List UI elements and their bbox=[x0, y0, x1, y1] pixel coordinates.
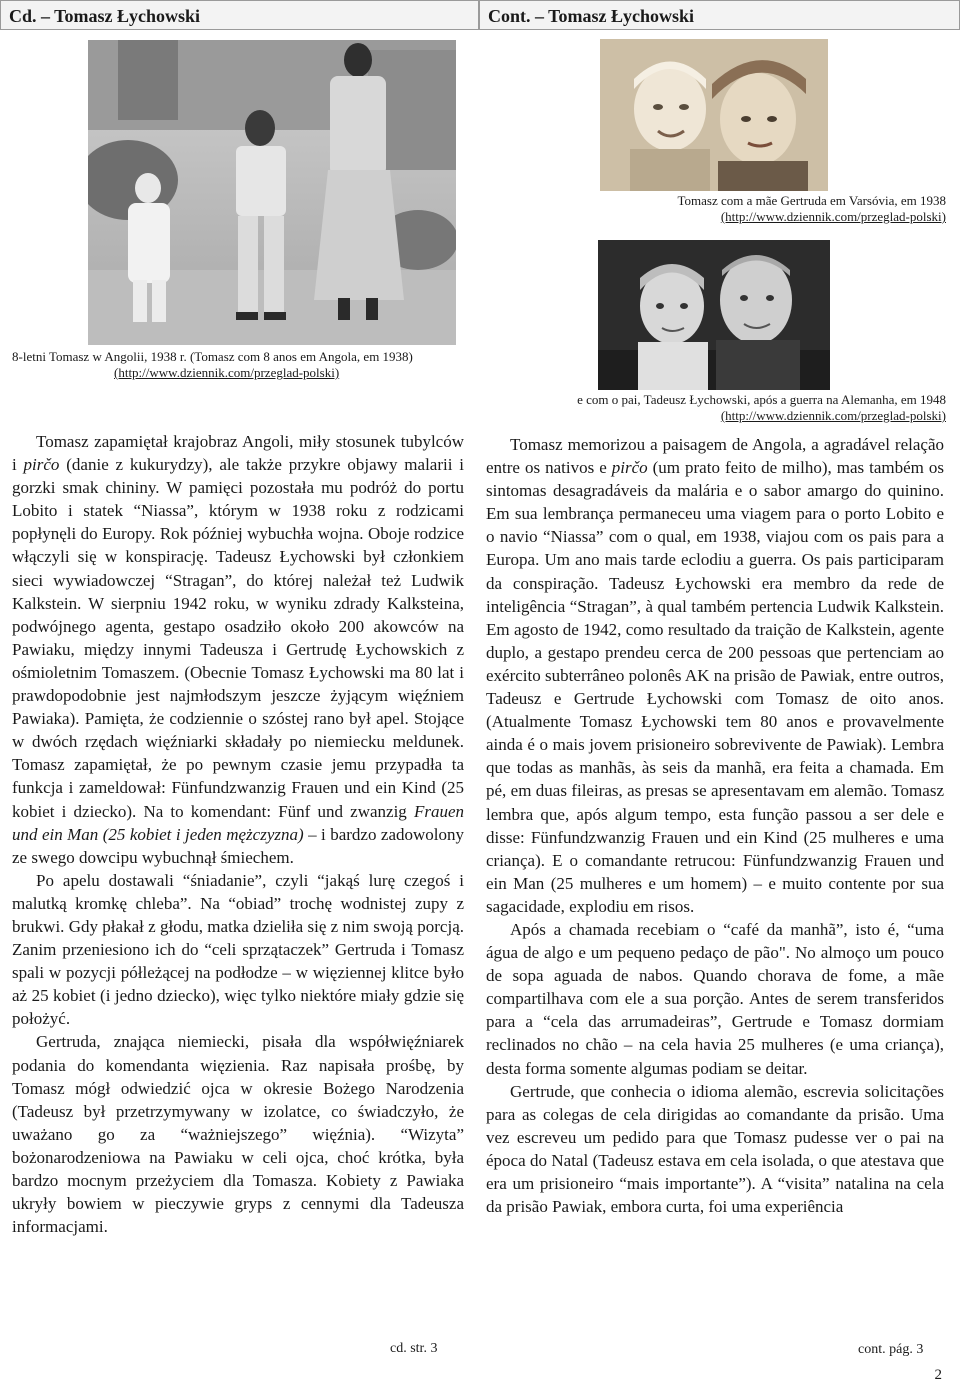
pirco-italic-pt: pirčo bbox=[611, 458, 648, 478]
pirco-italic: pirčo bbox=[23, 455, 60, 475]
header-left: Cd. – Tomasz Łychowski bbox=[0, 0, 479, 30]
photo-angola bbox=[88, 40, 456, 345]
photo-mother-child bbox=[600, 39, 828, 191]
right-photo2-caption-text: e com o pai, Tadeusz Łychowski, após a guerra na Alemanha, em 1948 bbox=[577, 392, 946, 407]
left-paragraph-1: Tomasz zapamiętał krajobraz Angoli, miły stosunek tubylców i pirčo (danie z kukurydzy), ale także przykre objawy malarii i gorzki smak chininy. W pamięci pozostała mu podróż do portu Lobito i statek “Niassa”, którym w 1938 roku z rodzicami popłynęli do Europy. Rok później wybuchła wojna. Oboje rodzice włączyli się w konspirację. Tadeusz Łychowski był członkiem sieci wywiadowczej “Stragan”, do której należał też Ludwik Kalkstein. W sierpniu 1942 roku, w wyniku zdrady Kalksteina, podwójnego agenta, gestapo osadziło około 200 akowców na Pawiaku, między innymi Tadeusza i Gertrudę Łychowskich z ośmioletnim Tomaszem. (Obecnie Tomasz Łychowski ma 80 lat i prawdopodobnie jest najmłodszym jeszcze żyjącym więźniem Pawiaka). Pamięta, że codziennie o szóstej rano był apel. Stojące w dwóch rzędach więźniarki składały po niemiecku meldunek. Tomasz zapamiętał, że po pewnym czasie jemu przypadła ta funkcja i zameldował: Fünfundzwanzig Frauen und ein Kind (25 kobiet i dziecko). Na to komendant: Fünf und zwanzig Frauen und ein Man (25 kobiet i jeden mężczyzna) – i bardzo zadowolony ze swego dowcipu wybuchnął śmiechem. bbox=[12, 432, 464, 867]
right-photo1-caption-link[interactable]: (http://www.dziennik.com/przeglad-polski) bbox=[720, 209, 946, 224]
right-article-body bbox=[486, 433, 944, 1218]
photo-father-son-image bbox=[598, 240, 830, 390]
left-paragraph-3: Gertruda, znająca niemiecki, pisała dla współwięźniarek podania do komendanta więzienia. Raz napisała prośbę, by Tomasz mógł odwiedzić ojca w okresie Bożego Narodzenia (Tadeusz był przetrzymywany w izolatce, co świadczyło, że uważano go za “ważniejszego” więźnia). “Wizyta” bożonarodzeniowa na Pawiaku w celi ojca, choć krótka, była bardzo mocnym przeżyciem dla Tomasza. Kobiety z Pawiaka ukryły bowiem w pieczywie gryps z cennymi dla Tadeusza informacjami. bbox=[12, 1032, 464, 1237]
right-paragraph-1: Tomasz memorizou a paisagem de Angola, a agradável relação entre os nativos e pirčo (um prato feito de milho), mas também os sintomas desagradáveis da malária e o sabor amargo do quinino. Em sua lembrança permaneceu uma viagem para o porto Lobito e o navio “Niassa” com o qual, em 1938, viajou com os pais para a Europa. Um ano mais tarde eclodiu a guerra. Os pais participaram da conspiração. Tadeusz Łychowski era membro da rede de inteligência “Stragan”, à qual também pertencia Ludwik Kalkstein. Em agosto de 1942, como resultado da traição de Kalkstein, agente duplo, a gestapo prendeu cerca de 200 pessoas que pertenciam ao exército subterrâneo polonês AK na prisão de Pawiak, entre outros, Tadeusz e Gertrude Łychowski com Tomasz de oito anos. (Atualmente Tomasz Łychowski tem 80 anos e provavelmente ainda é o mais jovem prisioneiro sobrevivente de Pawiak). Lembra que todas as manhãs, às seis da manhã, era feita a chamada. Em pé, em duas fileiras, as presas se apresentavam em alemão. Tomasz lembra que, após algum tempo, esta função passou a ser dele e disse: Fünfundzwanzig Frauen und ein Kind (25 mulheres e uma criança). E o comandante retrucou: Fünfundzwanzig Frauen und ein Man (25 mulheres e um homem) – e muito contente por sua sagacidade, explodiu em risos. bbox=[486, 435, 944, 916]
left-photo-caption-link[interactable]: (http://www.dziennik.com/przeglad-polski) bbox=[114, 365, 340, 380]
right-photo2-caption bbox=[486, 392, 958, 424]
right-photo1-caption-text: Tomasz com a mãe Gertruda em Varsóvia, em 1938 bbox=[677, 193, 946, 208]
right-continue-note: cont. pág. 3 bbox=[858, 1342, 924, 1357]
photo-mother-child-image bbox=[600, 39, 828, 191]
right-paragraph-2: Após a chamada recebiam o “café da manhã”, isto é, “uma água de algo e um pequeno pedaço de pão". No almoço um pouco de sopa aguada de nabos. Quando chorava de fome, a mãe compartilhava com ele a sua porção. Antes de serem transferidos para a “cela das arrumadeiras”, Gertrude e Tomasz dormiam reclinados no chão – na cela havia 25 mulheres (e uma criança), desta forma somente algumas podiam se deitar. bbox=[486, 919, 944, 1078]
photo-father-son bbox=[598, 240, 830, 390]
frauen-italic: Frauen und ein Man (25 kobiet i jeden mężczyzna) bbox=[12, 801, 464, 844]
header-right: Cont. – Tomasz Łychowski bbox=[479, 0, 960, 30]
right-photo1-caption bbox=[486, 193, 950, 225]
left-photo-caption bbox=[12, 349, 462, 381]
left-continue-note: cd. str. 3 bbox=[390, 1341, 438, 1356]
photo-angola-image bbox=[88, 40, 456, 345]
left-article-body bbox=[12, 430, 464, 1238]
left-paragraph-2: Po apelu dostawali “śniadanie”, czyli “jakąś lurę czegoś i malutką kromkę chleba”. Na “obiad” trochę wodnistej zupy z brukwi. Gdy płakał z głodu, matka dzieliła się z nim swoją porcją. Zanim przeniesiono ich do “celi sprzątaczek” Gertruda i Tomasz spali w pozycji półleżącej na podłodze – w więziennej klitce było aż 25 kobiet (i jedno dziecko), więc tylko niektóre miały gdzie się położyć. bbox=[12, 870, 464, 1029]
right-photo2-caption-link[interactable]: (http://www.dziennik.com/przeglad-polski) bbox=[720, 408, 946, 423]
left-photo-caption-text: 8-letni Tomasz w Angolii, 1938 r. (Tomasz com 8 anos em Angola, em 1938) bbox=[12, 349, 413, 364]
right-paragraph-3: Gertrude, que conhecia o idioma alemão, escrevia solicitações para as colegas de cela dirigidas ao comandante da prisão. Uma vez escreveu um pedido para que Tomasz pudesse ver o pai na época do Natal (Tadeusz estava em cela isolada, o que atestava que era um prisioneiro “mais importante”). A “visita” natalina na cela da prisão Pawiak, embora curta, foi uma experiência bbox=[486, 1081, 944, 1217]
page-number: 2 bbox=[934, 1367, 942, 1383]
